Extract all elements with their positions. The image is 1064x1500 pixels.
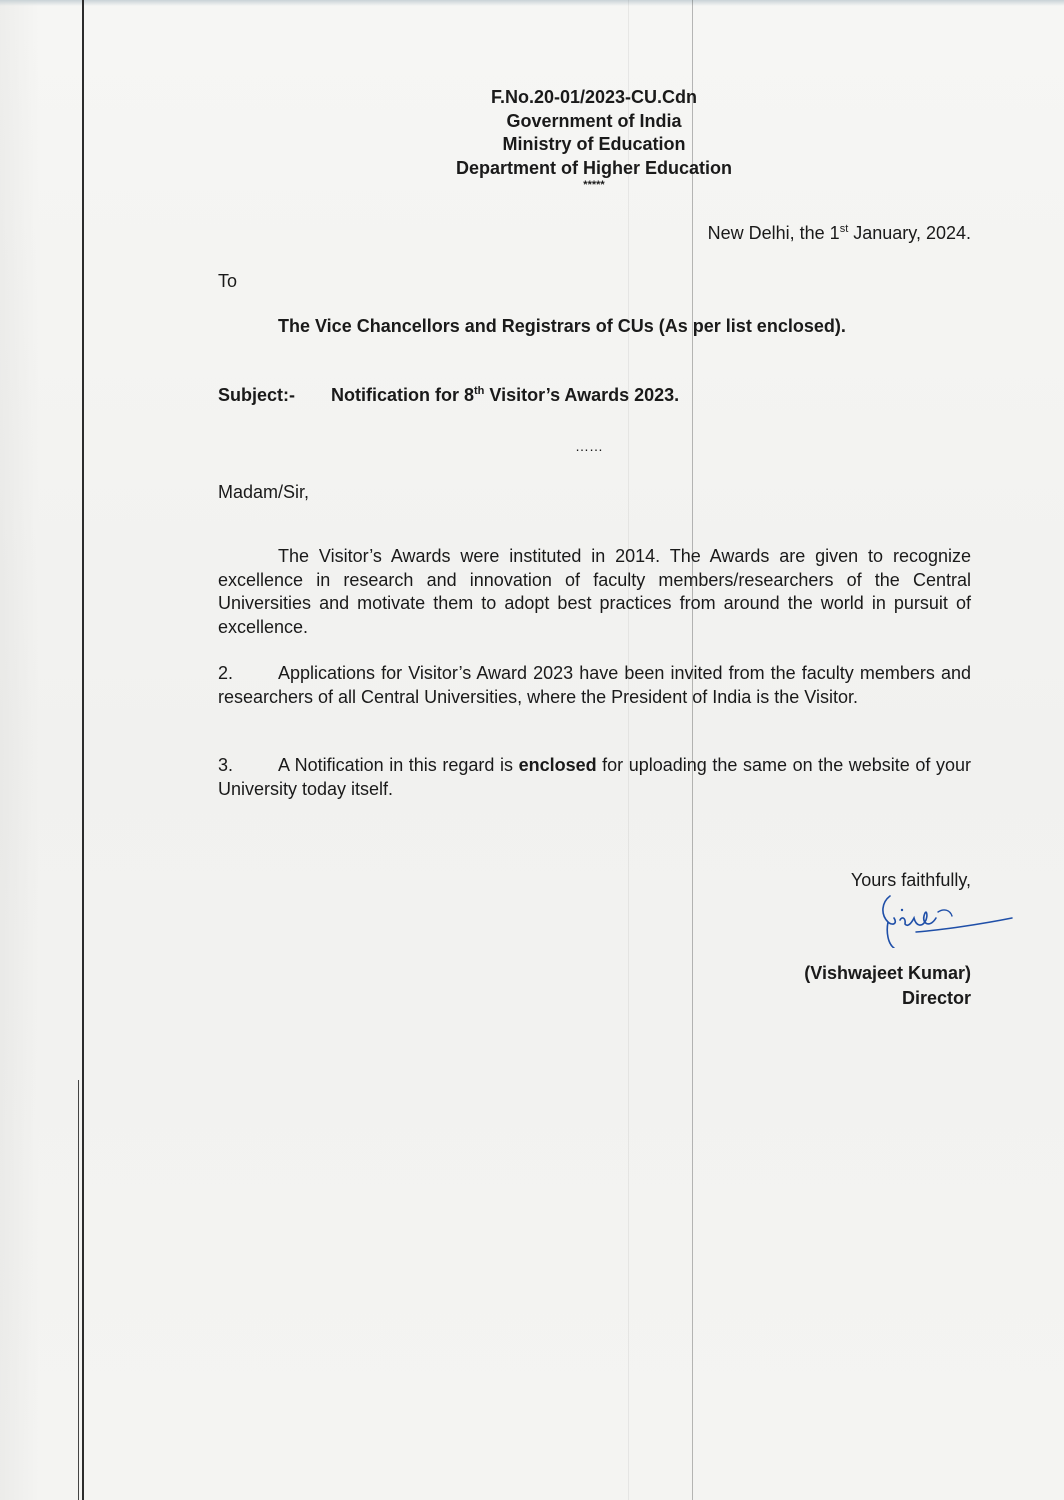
paragraph-3-text-b: for uploading the same on the website of your University today itself. — [218, 755, 971, 799]
subject-label: Subject:- — [218, 385, 296, 405]
paragraph-2-text: Applications for Visitor’s Award 2023 have been invited from the faculty members and researchers of all Central Universities, where the President of India is the Visitor. — [218, 663, 971, 707]
subject-text-suffix: Visitor’s Awards 2023. — [484, 385, 680, 405]
paragraph-3-text-a: A Notification in this regard is — [278, 755, 519, 775]
paper-fold-line — [692, 0, 693, 1500]
paragraph-2-number: 2. — [218, 663, 234, 683]
paragraph-3-emphasis: enclosed — [518, 755, 597, 775]
left-margin-line — [82, 0, 84, 1500]
scan-top-edge — [0, 0, 1064, 6]
paragraph-3 — [218, 754, 971, 801]
addressee: The Vice Chancellors and Registrars of CUs (As per list enclosed). — [278, 316, 846, 336]
date-ordinal: st — [839, 223, 849, 235]
subject-ordinal: th — [474, 385, 485, 397]
closing: Yours faithfully, — [850, 870, 971, 890]
letter-date — [708, 223, 971, 244]
header-stars: ***** — [583, 179, 605, 191]
paragraph-1: The Visitor’s Awards were instituted in 2014. The Awards are given to recognize excellence in research and innovation of faculty members/researchers of the Central Universities and motivate them to adopt best practices from around the world in pursuit of excellence. — [218, 546, 971, 637]
subject-text-prefix: Notification for 8 — [331, 385, 474, 405]
file-number: F.No.20-01/2023-CU.Cdn — [490, 87, 698, 107]
letter-header — [394, 86, 794, 190]
paragraph-2 — [218, 662, 971, 709]
government-line: Government of India — [506, 110, 682, 131]
paragraph-3-number: 3. — [218, 755, 234, 775]
paper-fold-shadow — [628, 0, 629, 1500]
handwritten-signature — [872, 888, 1017, 948]
date-suffix: January, 2024. — [848, 223, 971, 243]
left-margin-line-secondary — [78, 1080, 79, 1500]
salutation: Madam/Sir, — [218, 482, 310, 502]
to-label: To — [218, 271, 238, 291]
separator-dots: …… — [575, 438, 603, 454]
signatory-designation: Director — [901, 988, 971, 1008]
date-prefix: New Delhi, the 1 — [707, 223, 840, 243]
ministry-line: Ministry of Education — [502, 134, 686, 154]
signatory-name: (Vishwajeet Kumar) — [804, 963, 971, 983]
subject-line — [218, 385, 679, 406]
signatory-block — [804, 961, 971, 1011]
department-line: Department of Higher Education — [455, 157, 733, 178]
